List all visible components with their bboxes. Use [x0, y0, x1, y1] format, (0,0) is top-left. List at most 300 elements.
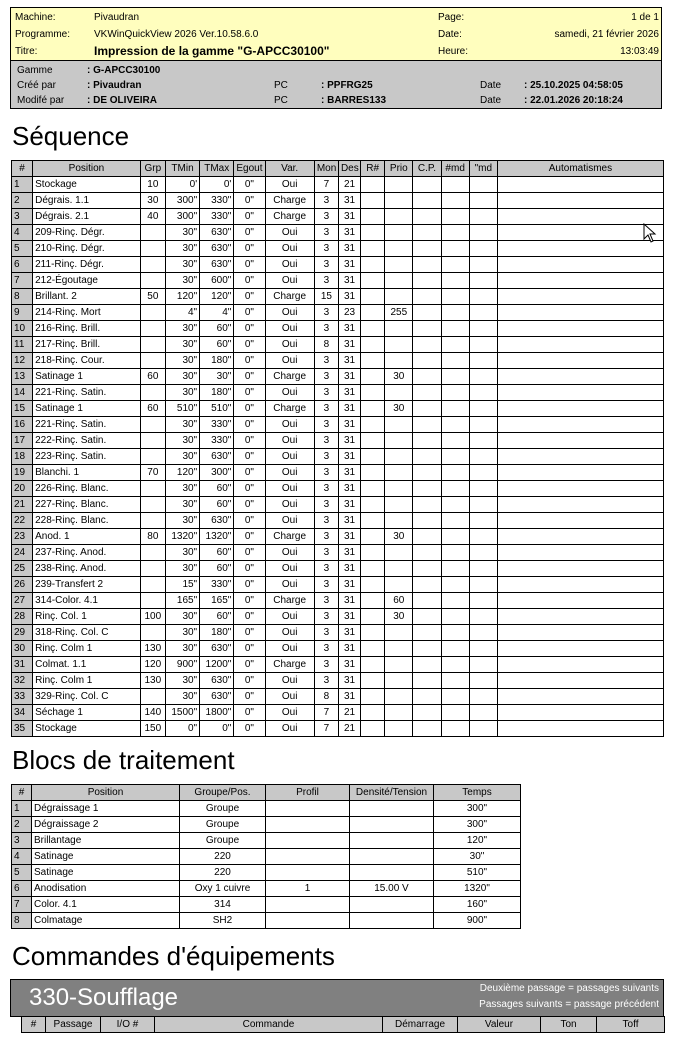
table-cell	[350, 801, 434, 817]
table-cell	[413, 401, 441, 417]
table-row	[12, 401, 664, 417]
table-cell	[469, 225, 497, 241]
table-cell: Oui	[265, 577, 314, 593]
table-cell	[413, 513, 441, 529]
table-cell: Groupe	[180, 833, 266, 849]
time-label: Heure:	[438, 46, 469, 57]
table-cell	[140, 545, 165, 561]
time-value: 13:03:49	[620, 46, 659, 57]
table-cell: Charge	[265, 209, 314, 225]
created-by-value: : Pivaudran	[87, 80, 142, 91]
machine-label: Machine:	[15, 12, 56, 23]
table-cell	[350, 817, 434, 833]
modified-date-value: : 22.01.2026 20:18:24	[524, 95, 623, 106]
table-cell: 630"	[200, 225, 234, 241]
table-cell	[469, 369, 497, 385]
commandes-col-header: Commande	[155, 1017, 383, 1033]
table-cell: 3	[314, 497, 338, 513]
table-cell: 60"	[200, 545, 234, 561]
commandes-table	[21, 1016, 665, 1033]
table-cell	[441, 657, 469, 673]
table-cell: 300"	[200, 465, 234, 481]
table-row	[12, 545, 664, 561]
table-cell: 0"	[234, 193, 265, 209]
table-cell: 0"	[234, 449, 265, 465]
table-cell: 3	[314, 417, 338, 433]
table-cell	[413, 641, 441, 657]
table-cell: Charge	[265, 529, 314, 545]
table-cell	[497, 705, 663, 721]
table-cell	[413, 545, 441, 561]
table-cell: 140	[140, 705, 165, 721]
modified-by-label: Modifé par	[17, 95, 65, 106]
table-cell	[140, 449, 165, 465]
table-cell	[441, 513, 469, 529]
table-cell: Charge	[265, 657, 314, 673]
table-cell: 30"	[165, 257, 199, 273]
table-cell: 130	[140, 641, 165, 657]
table-cell: 3	[314, 241, 338, 257]
modified-date-label: Date	[480, 95, 502, 106]
table-cell	[469, 209, 497, 225]
table-cell: 60"	[200, 337, 234, 353]
table-row	[12, 273, 664, 289]
table-cell: 31	[338, 529, 360, 545]
table-cell: 6	[12, 257, 33, 273]
sequence-heading: Séquence	[12, 121, 130, 151]
table-cell	[385, 417, 413, 433]
table-cell: Stockage	[33, 177, 141, 193]
table-cell: 31	[338, 593, 360, 609]
table-cell	[469, 673, 497, 689]
table-row	[12, 593, 664, 609]
table-cell	[266, 913, 350, 929]
table-cell: Anod. 1	[33, 529, 141, 545]
table-cell: 0"	[234, 689, 265, 705]
table-cell: 12	[12, 353, 33, 369]
table-cell	[361, 209, 385, 225]
table-row	[12, 801, 521, 817]
sequence-col-header: Position	[33, 161, 141, 177]
table-cell: 4	[12, 225, 33, 241]
table-cell: 10	[140, 177, 165, 193]
commandes-col-header: #	[22, 1017, 46, 1033]
table-cell: 3	[314, 273, 338, 289]
table-cell: 32	[12, 673, 33, 689]
table-cell: 30"	[165, 273, 199, 289]
table-cell: 15.00 V	[350, 881, 434, 897]
table-cell	[441, 289, 469, 305]
table-cell	[385, 577, 413, 593]
table-row	[12, 321, 664, 337]
table-cell: Oui	[265, 177, 314, 193]
table-cell	[361, 609, 385, 625]
table-row	[12, 513, 664, 529]
table-cell: 15	[314, 289, 338, 305]
table-cell: 15	[12, 401, 33, 417]
table-row	[12, 353, 664, 369]
table-cell: Oui	[265, 561, 314, 577]
table-cell: 211-Rinç. Dégr.	[33, 257, 141, 273]
table-cell	[385, 433, 413, 449]
table-cell: 3	[314, 257, 338, 273]
table-cell	[497, 577, 663, 593]
table-cell: 212-Égoutage	[33, 273, 141, 289]
table-cell	[497, 257, 663, 273]
table-cell	[350, 897, 434, 913]
table-cell: 5	[12, 865, 32, 881]
table-cell	[350, 865, 434, 881]
table-cell: 8	[314, 689, 338, 705]
table-row	[12, 673, 664, 689]
table-cell: 0"	[234, 273, 265, 289]
table-cell: 5	[12, 241, 33, 257]
table-cell	[441, 433, 469, 449]
gamme-label: Gamme	[17, 65, 53, 76]
table-cell	[441, 193, 469, 209]
table-cell: Charge	[265, 193, 314, 209]
table-cell: 329-Rinç. Col. C	[33, 689, 141, 705]
table-cell	[385, 385, 413, 401]
table-cell: Dégraissage 2	[32, 817, 180, 833]
table-cell	[140, 273, 165, 289]
table-cell	[497, 721, 663, 737]
table-cell: 130	[140, 673, 165, 689]
table-cell: 30"	[165, 241, 199, 257]
table-row	[12, 385, 664, 401]
table-cell	[413, 465, 441, 481]
date-label: Date:	[438, 29, 462, 40]
report-header	[10, 7, 662, 61]
table-cell	[385, 289, 413, 305]
table-cell: 31	[338, 433, 360, 449]
table-cell: 120"	[434, 833, 521, 849]
table-cell: 0"	[234, 417, 265, 433]
table-cell	[361, 177, 385, 193]
table-cell	[385, 657, 413, 673]
table-cell	[140, 433, 165, 449]
table-cell	[140, 353, 165, 369]
table-row	[12, 577, 664, 593]
table-cell	[413, 657, 441, 673]
table-cell: 31	[338, 481, 360, 497]
table-cell: 60	[140, 369, 165, 385]
sequence-col-header: "md	[469, 161, 497, 177]
table-row	[12, 721, 664, 737]
table-cell	[361, 657, 385, 673]
table-cell: Rinç. Colm 1	[33, 641, 141, 657]
table-cell: 630"	[200, 513, 234, 529]
table-cell	[361, 401, 385, 417]
table-cell	[385, 481, 413, 497]
sequence-col-header: Des	[338, 161, 360, 177]
table-cell: Oui	[265, 273, 314, 289]
table-cell	[469, 465, 497, 481]
table-cell: Rinç. Colm 1	[33, 673, 141, 689]
table-cell	[497, 177, 663, 193]
table-cell: 7	[314, 705, 338, 721]
table-cell	[441, 545, 469, 561]
table-cell: 8	[314, 337, 338, 353]
equipment-note-1: Deuxième passage = passages suivants	[479, 983, 659, 994]
table-cell: 0"	[234, 705, 265, 721]
table-cell: 50	[140, 289, 165, 305]
table-row	[12, 625, 664, 641]
table-cell: 30	[385, 369, 413, 385]
table-cell	[497, 273, 663, 289]
table-cell	[441, 641, 469, 657]
table-row	[12, 833, 521, 849]
table-cell	[266, 817, 350, 833]
table-cell: 31	[338, 257, 360, 273]
table-row	[12, 497, 664, 513]
table-cell	[469, 657, 497, 673]
table-cell: 238-Rinç. Anod.	[33, 561, 141, 577]
table-cell	[441, 177, 469, 193]
table-cell	[413, 337, 441, 353]
table-row	[12, 193, 664, 209]
table-cell	[413, 241, 441, 257]
table-cell: Oui	[265, 481, 314, 497]
table-cell: 23	[12, 529, 33, 545]
table-cell	[361, 241, 385, 257]
table-cell	[469, 481, 497, 497]
table-cell: Séchage 1	[33, 705, 141, 721]
title-label: Titre:	[15, 46, 38, 57]
table-cell: 314-Color. 4.1	[33, 593, 141, 609]
table-cell	[140, 625, 165, 641]
table-cell	[469, 625, 497, 641]
table-cell: 120"	[165, 465, 199, 481]
table-cell: 4"	[165, 305, 199, 321]
table-cell: 165"	[165, 593, 199, 609]
table-cell: 510"	[200, 401, 234, 417]
table-cell	[469, 689, 497, 705]
table-cell: 31	[338, 385, 360, 401]
table-cell: 30"	[165, 417, 199, 433]
table-cell	[469, 257, 497, 273]
table-cell: 25	[12, 561, 33, 577]
table-cell: 3	[314, 465, 338, 481]
table-cell: 0"	[234, 241, 265, 257]
table-cell: 31	[338, 273, 360, 289]
table-cell	[497, 673, 663, 689]
table-cell: Oui	[265, 673, 314, 689]
table-cell: Oui	[265, 225, 314, 241]
table-cell	[361, 721, 385, 737]
sequence-col-header: C.P.	[413, 161, 441, 177]
table-cell: 31	[338, 225, 360, 241]
table-cell	[469, 417, 497, 433]
table-cell	[441, 385, 469, 401]
table-cell	[140, 689, 165, 705]
table-cell: 28	[12, 609, 33, 625]
table-cell: 120"	[200, 289, 234, 305]
table-cell: 3	[314, 401, 338, 417]
table-cell	[361, 625, 385, 641]
table-cell: 60"	[200, 481, 234, 497]
commandes-col-header: Toff	[597, 1017, 665, 1033]
table-row	[12, 481, 664, 497]
table-cell	[361, 689, 385, 705]
table-cell	[361, 289, 385, 305]
table-cell: 600"	[200, 273, 234, 289]
table-cell	[361, 577, 385, 593]
table-cell: 223-Rinç. Satin.	[33, 449, 141, 465]
table-cell: 7	[314, 177, 338, 193]
table-cell	[413, 193, 441, 209]
table-cell: Dégrais. 2.1	[33, 209, 141, 225]
table-cell: 60"	[200, 497, 234, 513]
modified-pc-label: PC	[274, 95, 288, 106]
table-cell	[140, 337, 165, 353]
blocs-heading: Blocs de traitement	[12, 745, 235, 775]
table-cell: 0"	[234, 401, 265, 417]
table-cell	[441, 321, 469, 337]
table-cell: 221-Rinç. Satin.	[33, 417, 141, 433]
table-cell: Brillant. 2	[33, 289, 141, 305]
table-cell	[469, 289, 497, 305]
table-cell	[413, 609, 441, 625]
table-cell: Oui	[265, 545, 314, 561]
table-cell	[413, 305, 441, 321]
table-row	[12, 257, 664, 273]
table-cell	[469, 177, 497, 193]
table-cell: 165"	[200, 593, 234, 609]
table-cell: 0"	[234, 369, 265, 385]
table-cell	[497, 369, 663, 385]
table-cell: 3	[314, 561, 338, 577]
table-cell	[497, 593, 663, 609]
table-cell	[497, 385, 663, 401]
machine-value: Pivaudran	[94, 12, 140, 23]
table-cell: 1	[12, 801, 32, 817]
table-row	[12, 369, 664, 385]
table-cell: 21	[338, 705, 360, 721]
table-cell: 3	[314, 529, 338, 545]
table-cell	[361, 385, 385, 401]
table-cell	[441, 241, 469, 257]
table-cell	[469, 321, 497, 337]
table-cell: Dégrais. 1.1	[33, 193, 141, 209]
table-cell: 630"	[200, 641, 234, 657]
table-cell	[441, 305, 469, 321]
table-cell	[361, 673, 385, 689]
table-cell: 30"	[165, 353, 199, 369]
table-cell: 120	[140, 657, 165, 673]
table-cell	[497, 689, 663, 705]
table-cell	[441, 465, 469, 481]
blocs-col-header: Position	[32, 785, 180, 801]
table-cell: Satinage 1	[33, 401, 141, 417]
table-cell	[361, 273, 385, 289]
table-cell: Charge	[265, 401, 314, 417]
table-cell: 3	[314, 545, 338, 561]
created-pc-label: PC	[274, 80, 288, 91]
table-cell	[361, 417, 385, 433]
table-cell: Oui	[265, 433, 314, 449]
table-row	[12, 865, 521, 881]
table-cell: Rinç. Col. 1	[33, 609, 141, 625]
table-cell: 0"	[234, 209, 265, 225]
table-cell: Charge	[265, 593, 314, 609]
table-cell: 0"	[234, 657, 265, 673]
table-cell: Oui	[265, 385, 314, 401]
table-cell	[361, 449, 385, 465]
created-date-value: : 25.10.2025 04:58:05	[524, 80, 623, 91]
table-cell	[441, 721, 469, 737]
table-cell	[140, 513, 165, 529]
commandes-col-header: Ton	[541, 1017, 597, 1033]
date-value: samedi, 21 février 2026	[554, 29, 659, 40]
table-cell	[497, 241, 663, 257]
table-cell	[385, 193, 413, 209]
table-cell	[385, 721, 413, 737]
table-cell	[497, 529, 663, 545]
table-cell: 0"	[234, 577, 265, 593]
table-cell: 31	[338, 353, 360, 369]
table-cell: 60	[385, 593, 413, 609]
table-row	[12, 241, 664, 257]
table-cell: 30	[385, 529, 413, 545]
table-cell: 11	[12, 337, 33, 353]
table-cell: Oui	[265, 497, 314, 513]
table-row	[12, 417, 664, 433]
table-cell	[361, 225, 385, 241]
table-cell	[469, 385, 497, 401]
table-row	[12, 609, 664, 625]
table-cell	[441, 561, 469, 577]
table-row	[12, 225, 664, 241]
table-cell: 0"	[234, 225, 265, 241]
table-cell: 0"	[234, 529, 265, 545]
table-cell: 300"	[434, 817, 521, 833]
table-cell: 0"	[234, 465, 265, 481]
table-cell	[413, 497, 441, 513]
table-cell	[350, 849, 434, 865]
table-cell	[497, 193, 663, 209]
table-cell: 21	[338, 177, 360, 193]
table-cell: 31	[338, 417, 360, 433]
table-cell: 100	[140, 609, 165, 625]
table-cell: 22	[12, 513, 33, 529]
table-cell: 330"	[200, 433, 234, 449]
table-cell	[469, 193, 497, 209]
table-cell: Blanchi. 1	[33, 465, 141, 481]
table-cell	[361, 561, 385, 577]
table-cell	[385, 673, 413, 689]
table-cell: 1	[12, 177, 33, 193]
table-cell: 3	[314, 513, 338, 529]
table-cell	[469, 337, 497, 353]
table-cell: 330"	[200, 209, 234, 225]
table-cell	[413, 289, 441, 305]
table-cell: 4	[12, 849, 32, 865]
table-cell	[361, 641, 385, 657]
sequence-header-row	[12, 161, 664, 177]
table-cell: 13	[12, 369, 33, 385]
table-cell: 30"	[165, 561, 199, 577]
table-cell: 220	[180, 849, 266, 865]
gamme-meta	[10, 61, 662, 109]
table-cell: 237-Rinç. Anod.	[33, 545, 141, 561]
table-cell: 314	[180, 897, 266, 913]
table-cell: 0"	[234, 721, 265, 737]
table-cell	[441, 577, 469, 593]
table-cell	[441, 625, 469, 641]
table-cell	[469, 401, 497, 417]
equipment-command-bar	[10, 979, 664, 1017]
